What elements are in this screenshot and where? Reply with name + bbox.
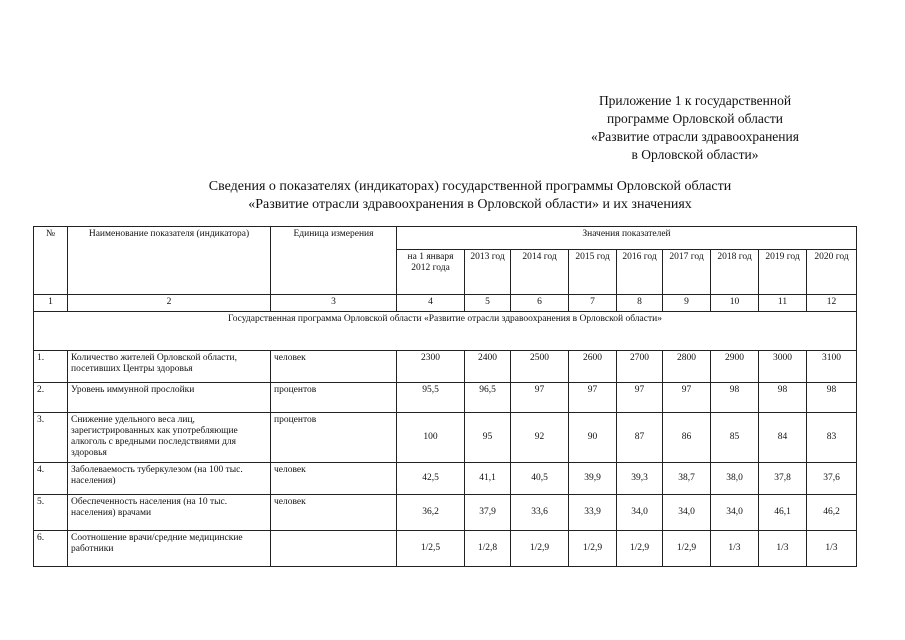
indicator-value: 1/2,9 <box>569 531 617 567</box>
indicators-table <box>33 226 857 567</box>
indicator-value: 87 <box>617 413 663 463</box>
indicator-value: 2300 <box>397 351 465 383</box>
header-year: 2020 год <box>807 250 857 295</box>
title-line: «Развитие отрасли здравоохранения в Орловской области» и их значениях <box>248 197 692 212</box>
indicator-value: 95,5 <box>397 383 465 413</box>
unit-of-measure: человек <box>271 463 397 495</box>
indicator-value: 2400 <box>465 351 511 383</box>
section-title: Государственная программа Орловской области «Развитие отрасли здравоохранения в Орловской области» <box>34 312 857 351</box>
table-body <box>34 351 857 567</box>
indicator-value: 2800 <box>663 351 711 383</box>
indicator-value: 96,5 <box>465 383 511 413</box>
table-row <box>34 531 857 567</box>
header-name: Наименование показателя (индикатора) <box>68 227 271 295</box>
indicator-value: 38,7 <box>663 463 711 495</box>
indicator-value: 37,8 <box>759 463 807 495</box>
indicator-name: Снижение удельного веса лиц, зарегистрированных как употребляющие алкоголь с вредными последствиями для здоровья <box>68 413 271 463</box>
appendix-line: «Развитие отрасли здравоохранения <box>591 129 799 144</box>
row-number: 4. <box>34 463 68 495</box>
indicator-name: Заболеваемость туберкулезом (на 100 тыс. населения) <box>68 463 271 495</box>
indicator-value: 98 <box>807 383 857 413</box>
indicator-value: 1/2,9 <box>617 531 663 567</box>
column-number: 2 <box>68 295 271 312</box>
header-year: 2018 год <box>711 250 759 295</box>
indicator-value: 3000 <box>759 351 807 383</box>
indicator-name: Количество жителей Орловской области, посетивших Центры здоровья <box>68 351 271 383</box>
column-number: 4 <box>397 295 465 312</box>
indicator-value: 36,2 <box>397 495 465 531</box>
table-row <box>34 495 857 531</box>
indicator-value: 1/3 <box>711 531 759 567</box>
indicator-value: 97 <box>663 383 711 413</box>
indicator-value: 1/3 <box>759 531 807 567</box>
indicator-value: 1/2,5 <box>397 531 465 567</box>
appendix-note <box>560 92 830 164</box>
row-number: 5. <box>34 495 68 531</box>
column-number: 8 <box>617 295 663 312</box>
indicator-value: 39,9 <box>569 463 617 495</box>
indicator-value: 2600 <box>569 351 617 383</box>
indicator-value: 34,0 <box>663 495 711 531</box>
indicator-value: 92 <box>511 413 569 463</box>
indicator-value: 33,6 <box>511 495 569 531</box>
appendix-line: программе Орловской области <box>607 111 783 126</box>
column-number-row <box>34 295 857 312</box>
unit-of-measure: человек <box>271 495 397 531</box>
column-number: 6 <box>511 295 569 312</box>
indicator-value: 1/2,9 <box>511 531 569 567</box>
column-number: 7 <box>569 295 617 312</box>
indicator-value: 85 <box>711 413 759 463</box>
header-values-group: Значения показателей <box>397 227 857 250</box>
indicator-value: 98 <box>711 383 759 413</box>
indicator-value: 97 <box>617 383 663 413</box>
indicator-value: 2700 <box>617 351 663 383</box>
unit-of-measure <box>271 531 397 567</box>
indicator-value: 46,2 <box>807 495 857 531</box>
column-number: 12 <box>807 295 857 312</box>
indicator-value: 3100 <box>807 351 857 383</box>
indicator-value: 86 <box>663 413 711 463</box>
indicator-value: 34,0 <box>617 495 663 531</box>
column-number: 10 <box>711 295 759 312</box>
column-number: 3 <box>271 295 397 312</box>
header-year: 2017 год <box>663 250 711 295</box>
header-year: 2019 год <box>759 250 807 295</box>
indicator-name: Обеспеченность населения (на 10 тыс. населения) врачами <box>68 495 271 531</box>
title-line: Сведения о показателях (индикаторах) государственной программы Орловской области <box>208 179 732 194</box>
row-number: 3. <box>34 413 68 463</box>
indicator-value: 2900 <box>711 351 759 383</box>
column-number: 9 <box>663 295 711 312</box>
indicator-name: Уровень иммунной прослойки <box>68 383 271 413</box>
header-year: на 1 января 2012 года <box>397 250 465 295</box>
appendix-line: в Орловской области» <box>631 147 759 162</box>
unit-of-measure: человек <box>271 351 397 383</box>
indicator-value: 97 <box>569 383 617 413</box>
indicator-value: 1/3 <box>807 531 857 567</box>
indicator-value: 33,9 <box>569 495 617 531</box>
header-year: 2014 год <box>511 250 569 295</box>
indicator-value: 2500 <box>511 351 569 383</box>
header-year: 2013 год <box>465 250 511 295</box>
unit-of-measure: процентов <box>271 413 397 463</box>
indicator-value: 90 <box>569 413 617 463</box>
indicator-value: 97 <box>511 383 569 413</box>
document-title <box>150 178 790 214</box>
indicator-value: 42,5 <box>397 463 465 495</box>
indicator-value: 98 <box>759 383 807 413</box>
table-row <box>34 383 857 413</box>
indicator-value: 34,0 <box>711 495 759 531</box>
indicator-value: 100 <box>397 413 465 463</box>
column-number: 11 <box>759 295 807 312</box>
header-year: 2015 год <box>569 250 617 295</box>
header-year: 2016 год <box>617 250 663 295</box>
row-number: 1. <box>34 351 68 383</box>
indicator-value: 38,0 <box>711 463 759 495</box>
indicator-value: 40,5 <box>511 463 569 495</box>
indicator-value: 83 <box>807 413 857 463</box>
table-row <box>34 351 857 383</box>
indicator-value: 1/2,8 <box>465 531 511 567</box>
indicator-name: Соотношение врачи/средние медицинские работники <box>68 531 271 567</box>
indicator-value: 37,6 <box>807 463 857 495</box>
row-number: 6. <box>34 531 68 567</box>
table-row <box>34 413 857 463</box>
header-unit: Единица измерения <box>271 227 397 295</box>
indicator-value: 41,1 <box>465 463 511 495</box>
table-row <box>34 463 857 495</box>
column-number: 5 <box>465 295 511 312</box>
indicator-value: 39,3 <box>617 463 663 495</box>
indicator-value: 95 <box>465 413 511 463</box>
column-number: 1 <box>34 295 68 312</box>
indicator-value: 84 <box>759 413 807 463</box>
indicator-value: 37,9 <box>465 495 511 531</box>
unit-of-measure: процентов <box>271 383 397 413</box>
indicator-value: 1/2,9 <box>663 531 711 567</box>
indicator-value: 46,1 <box>759 495 807 531</box>
appendix-line: Приложение 1 к государственной <box>598 93 792 108</box>
header-num: № <box>34 227 68 295</box>
row-number: 2. <box>34 383 68 413</box>
